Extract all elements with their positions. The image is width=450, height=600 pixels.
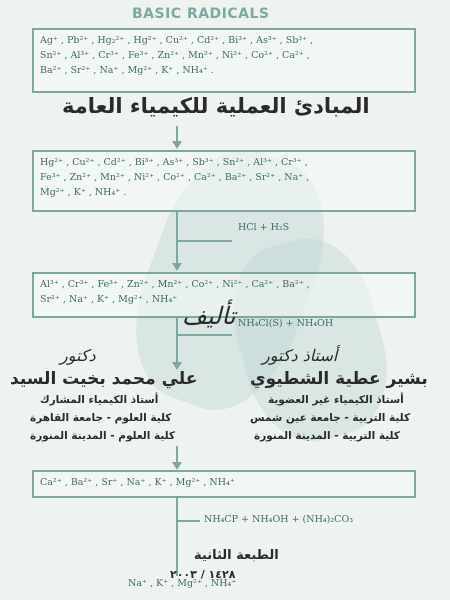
edition-label: الطبعة الثانية — [194, 548, 279, 563]
reagent-label: HCl + H₂S — [238, 222, 290, 233]
ion-line: Mg²⁺ , K⁺ , NH₄⁺ . — [40, 187, 127, 198]
flow-connector — [176, 318, 178, 366]
ion-line: Sn²⁺ , Al³⁺ , Cr³⁺ , Fe³⁺ , Zn²⁺ , Mn²⁺ , Ni²⁺ , Co²⁺ , Ca²⁺ , — [40, 50, 310, 61]
down-arrow-icon — [172, 462, 182, 470]
header-title: BASIC RADICALS — [132, 6, 270, 22]
branch-line — [176, 240, 232, 242]
ion-line: Ag⁺ , Pb²⁺ , Hg₂²⁺ , Hg²⁺ , Cu²⁺ , Cd²⁺ , Bi³⁺ , As³⁺ , Sb³⁺ , — [40, 35, 314, 46]
reagent-label: NH₄Cl(S) + NH₄OH — [238, 318, 334, 329]
reagent-label: NH₄CP + NH₄OH + (NH₄)₂CO₃ — [204, 514, 354, 525]
author-right-detail: كلية العلوم - المدينة المنورة — [30, 430, 175, 442]
author-left-name: بشير عطية الشطيوي — [250, 369, 428, 389]
author-right-detail: أستاذ الكيمياء المشارك — [40, 394, 159, 406]
ion-line: Sr²⁺ , Na⁺ , K⁺ , Mg²⁺ , NH₄⁺ — [40, 294, 178, 305]
ion-line: Fe³⁺ , Zn²⁺ , Mn²⁺ , Ni²⁺ , Co²⁺ , Ca²⁺ , Ba²⁺ , Sr²⁺ , Na⁺ , — [40, 172, 310, 183]
ion-box-all — [32, 28, 416, 93]
authored-by-label: تأليف — [182, 302, 236, 330]
ion-line: Al³⁺ , Cr³⁺ , Fe³⁺ , Zn²⁺ , Mn²⁺ , Co²⁺ , Ni²⁺ , Ca²⁺ , Ba²⁺ , — [40, 279, 310, 290]
prof-doctor-label: أستاذ دكتور — [262, 346, 338, 365]
book-title: المبادئ العملية للكيمياء العامة — [62, 94, 370, 118]
ion-box-after-group1 — [32, 150, 416, 212]
ion-box-after-group4 — [32, 470, 416, 498]
down-arrow-icon — [172, 141, 182, 149]
flow-connector — [176, 498, 178, 576]
ion-line: Ba²⁺ , Sr²⁺ , Na⁺ , Mg²⁺ , K⁺ , NH₄⁺ . — [40, 65, 214, 76]
branch-line — [176, 334, 232, 336]
ion-line: Ca²⁺ , Ba²⁺ , Sr⁺ , Na⁺ , K⁺ , Mg²⁺ , NH₄⁺ — [40, 477, 235, 488]
ion-line: Hg²⁺ , Cu²⁺ , Cd²⁺ , Bi³⁺ , As³⁺ , Sb³⁺ , Sn²⁺ , Al³⁺ , Cr³⁺ , — [40, 157, 308, 168]
bottom-ions: Na⁺ , K⁺ , Mg²⁺ , NH₄⁺ — [128, 578, 237, 589]
flow-connector — [176, 126, 178, 142]
down-arrow-icon — [172, 263, 182, 271]
doctor-label: دكتور — [60, 346, 96, 365]
author-left-detail: أستاذ الكيمياء غير العضوية — [268, 394, 404, 406]
edition-year: ١٤٢٨ / ٢٠٠٣ — [170, 568, 236, 581]
branch-line — [176, 520, 200, 522]
author-right-detail: كلية العلوم - جامعة القاهرة — [30, 412, 172, 424]
flow-connector — [176, 212, 178, 265]
author-left-detail: كلية التربية - جامعة عين شمس — [250, 412, 411, 424]
author-right-name: علي محمد بخيت السيد — [10, 369, 198, 389]
author-left-detail: كلية التربية - المدينة المنورة — [254, 430, 400, 442]
